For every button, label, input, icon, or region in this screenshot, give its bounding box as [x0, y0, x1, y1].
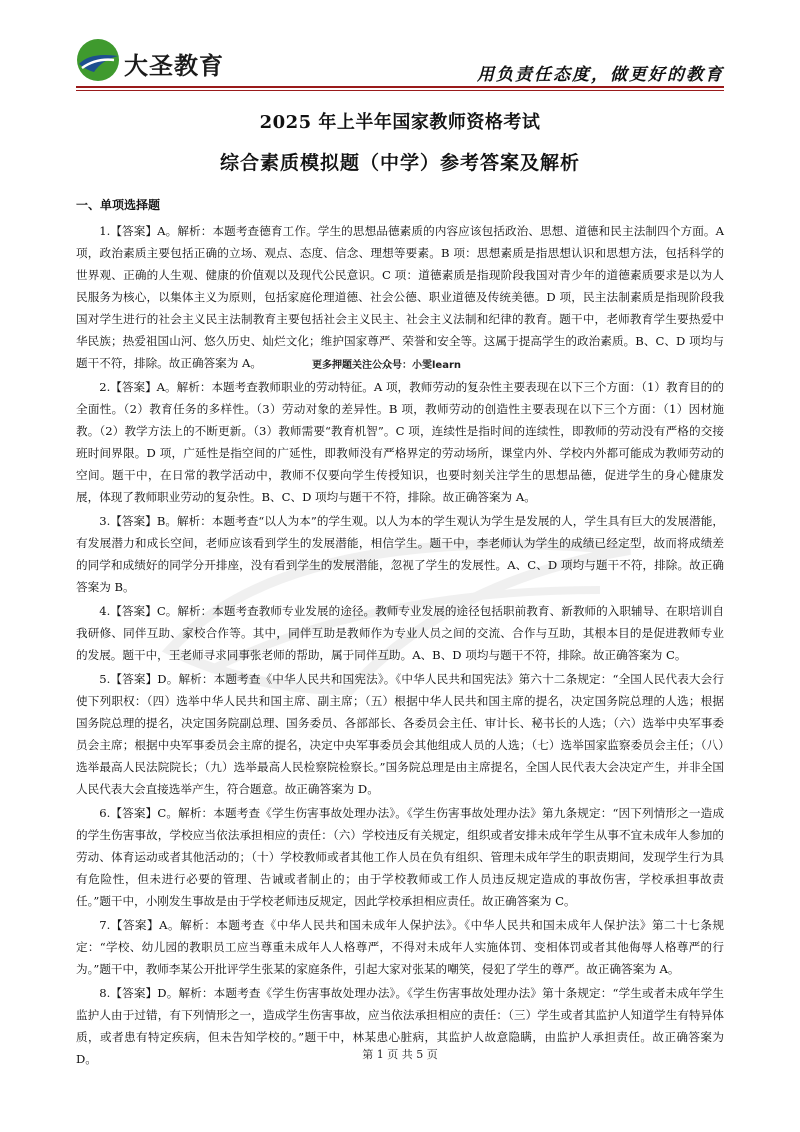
section-heading: 一、单项选择题	[76, 198, 161, 212]
brand-logo-icon	[76, 38, 120, 82]
brand-name: 大圣教育	[124, 52, 224, 80]
answer-item: 1.【答案】A。解析：本题考查德育工作。学生的思想品德素质的内容应该包括政治、思想、道德和民主法制四个方面。A 项，政治素质主要包括正确的立场、观点、态度、信念、理想等要素。B 项：思想素质是指思想认识和思想方法，包括科学的世界观、正确的人生观、健康的价值观以及现代公民意识。C 项：道德素质是指现阶段我国对青少年的道德素质要求是以为人民服务为核心，以集体主义为原则，包括家庭伦理道德、社会公德、职业道德及传统美德。D 项，民主法制素质是指现阶段我国对学生进行的社会主义民主法制教育主要包括社会主义民主、社会主义法制和纪律的教育。题干中，老师教育学生要热爱中华民族；热爱祖国山河、悠久历史、灿烂文化；维护国家尊严、荣誉和安全等。这属于提高学生的政治素质。B、C、D 项均与题干不符，排除。故正确答案为 A。	[76, 224, 724, 370]
answer-item: 3.【答案】B。解析：本题考查“以人为本”的学生观。以人为本的学生观认为学生是发展的人，学生具有巨大的发展潜能，有发展潜力和成长空间，老师应该看到学生的发展潜能，相信学生。题干中，李老师认为学生的成绩已经定型，故而将成绩差的同学和成绩好的同学分开排座，没有看到学生的发展潜能，忽视了学生的发展性。A、C、D 项均与题干不符，排除。故正确答案为 B。	[76, 514, 724, 594]
answer-item: 8.【答案】D。解析：本题考查《学生伤害事故处理办法》。《学生伤害事故处理办法》第十条规定：“学生或者未成年学生监护人由于过错，有下列情形之一，造成学生伤害事故，应当依法承担相应的责任：（三）学生或者其监护人知道学生有特异体质，或者患有特定疾病，但未告知学校的。”题干中，林某患心脏病，其监护人故意隐瞒，由监护人承担责任。故正确答案为 D。	[76, 986, 724, 1066]
document-subtitle: 综合素质模拟题（中学）参考答案及解析	[219, 152, 580, 174]
answer-item: 4.【答案】C。解析：本题考查教师专业发展的途径。教师专业发展的途径包括职前教育、新教师的入职辅导、在职培训自我研修、同伴互助、家校合作等。其中，同伴互助是教师作为专业人员之间的交流、合作与互助，其根本目的是促进教师专业的发展。题干中，王老师寻求同事张老师的帮助，属于同伴互助。A、B、D 项均与题干不符，排除。故正确答案为 C。	[76, 604, 724, 662]
promo-note: 更多押题关注公众号：小雯learn	[312, 360, 462, 371]
header-divider	[76, 86, 724, 88]
answer-item: 6.【答案】C。解析：本题考查《学生伤害事故处理办法》。《学生伤害事故处理办法》第九条规定：“因下列情形之一造成的学生伤害事故，学校应当依法承担相应的责任：（六）学校违反有关规定，组织或者安排未成年学生从事不宜未成年人参加的劳动、体育运动或者其他活动的；（十）学校教师或者其他工作人员在负有组织、管理未成年学生的职责期间，发现学生行为具有危险性，但未进行必要的管理、告诫或者制止的；由于学校教师或工作人员违反规定造成的事故伤害，学校承担事故责任。”题干中，小刚发生事故是由于学校老师违反规定，因此学校承担相应责任。故正确答案为 C。	[76, 806, 724, 908]
answer-item: 5.【答案】D。解析：本题考查《中华人民共和国宪法》。《中华人民共和国宪法》第六十二条规定：“全国人民代表大会行使下列职权：（四）选举中华人民共和国主席、副主席；（五）根据中华人民共和国主席的提名，决定国务院总理的人选；根据国务院总理的提名，决定国务院副总理、国务委员、各部部长、各委员会主任、审计长、秘书长的人选；（六）选举中央军事委员会主席；根据中央军事委员会主席的提名，决定中央军事委员会其他组成人员的人选；（七）选举国家监察委员会主任；（八）选举最高人民法院院长；（九）选举最高人民检察院检察长。”国务院总理是由主席提名，全国人民代表大会决定产生，并非全国人民代表大会直接选举产生，符合题意。故正确答案为 D。	[76, 672, 724, 796]
answer-item: 2.【答案】A。解析：本题考查教师职业的劳动特征。A 项，教师劳动的复杂性主要表现在以下三个方面：（1）教育目的的全面性。（2）教育任务的多样性。（3）劳动对象的差异性。B 项，教师劳动的创造性主要表现在以下三个方面：（1）因材施教。（2）教学方法上的不断更新。（3）教师需要“教育机智”。C 项，连续性是指时间的连续性，即教师的劳动没有严格的交接班时间界限。D 项，广延性是指空间的广延性，即教师没有严格界定的劳动场所，课堂内外、学校内外都可能成为教师劳动的空间。题干中，在日常的教学活动中，教师不仅要向学生传授知识，也要时刻关注学生的思想品德，促进学生的身心健康发展，体现了教师职业劳动的复杂性。B、C、D 项均与题干不符，排除。故正确答案为 A。	[76, 380, 724, 504]
brand-logo	[76, 38, 226, 84]
page-number: 第 1 页 共 5 页	[362, 1048, 438, 1061]
header-slogan: 用负责任态度，做更好的教育	[477, 65, 724, 85]
answer-list	[76, 220, 724, 1072]
page-header	[0, 0, 800, 92]
answer-item: 7.【答案】A。解析：本题考查《中华人民共和国未成年人保护法》。《中华人民共和国未成年人保护法》第二十七条规定：“学校、幼儿园的教职员工应当尊重未成年人人格尊严，不得对未成年人实施体罚、变相体罚或者其他侮辱人格尊严的行为。”题干中，教师李某公开批评学生张某的家庭条件，引起大家对张某的嘲笑，侵犯了学生的尊严。故正确答案为 A。	[76, 918, 724, 976]
document-title: 2025 年上半年国家教师资格考试	[259, 112, 541, 133]
header-divider-thin	[76, 90, 724, 91]
